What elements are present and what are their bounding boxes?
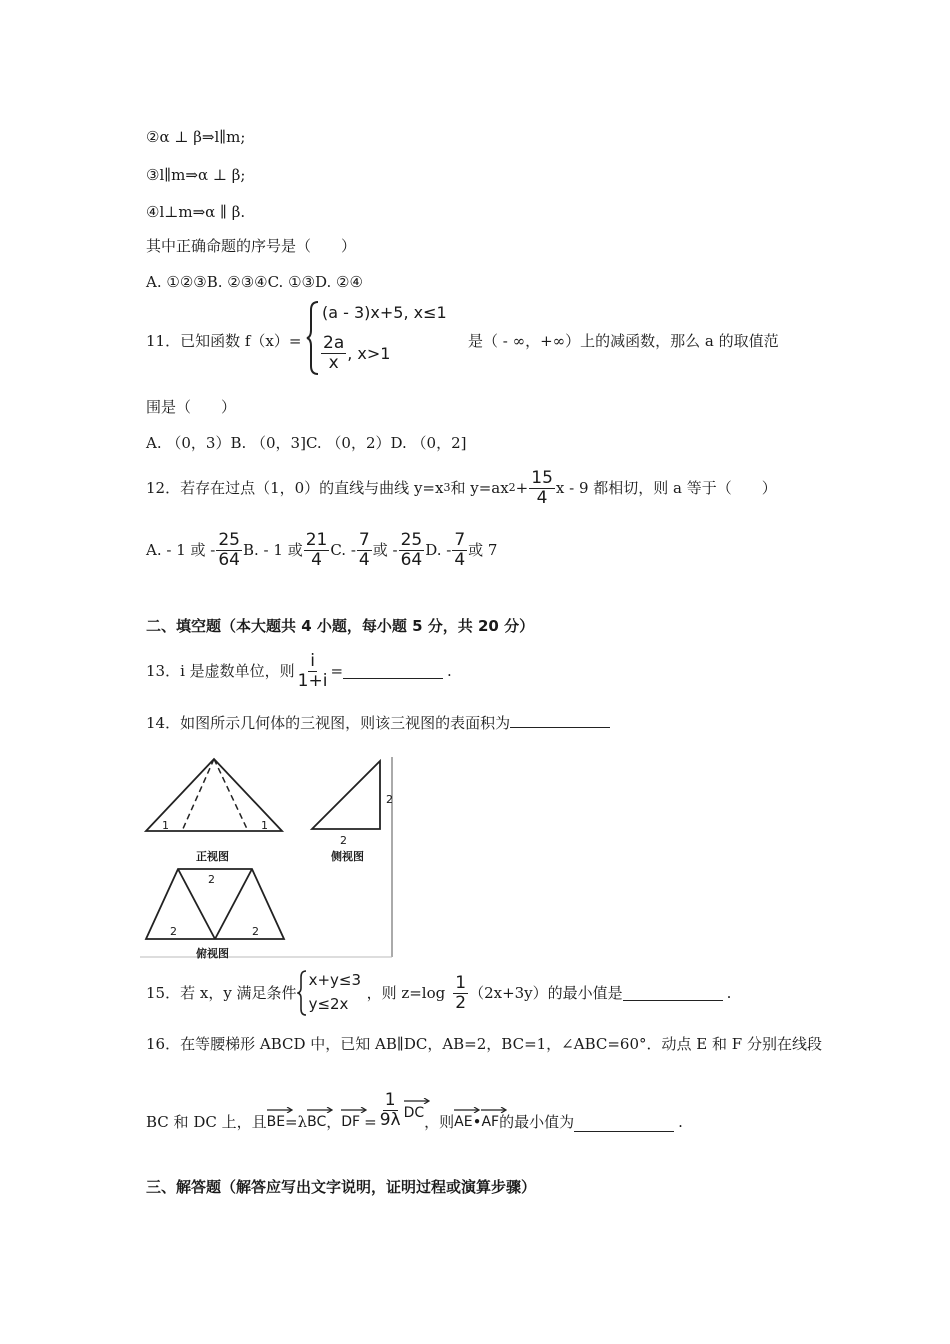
q13-num: i [310, 650, 315, 671]
q12-option-a: A. - 1 或 - [146, 541, 216, 559]
q15-constraints [297, 969, 367, 1017]
q12-option-b: B. - 1 或 [243, 541, 303, 559]
q14-stem [146, 713, 610, 733]
q12-d-num: 7 [454, 529, 466, 550]
q13 [146, 650, 452, 692]
side-right-label: 2 [386, 793, 393, 806]
q13-den: 1+i [297, 670, 328, 691]
q16-line-2 [146, 1088, 683, 1132]
q10-question: 其中正确命题的序号是（ ） [146, 237, 357, 255]
q15-constraint-1: x+y≤3 [308, 971, 361, 989]
q16-eq1: =λ [285, 1113, 308, 1131]
q12-options [146, 528, 497, 572]
q16-line-1: 16．在等腰梯形 ABCD 中，已知 AB∥DC，AB=2，BC=1，∠ABC=60°．动点 E 和 F 分别在线段 [146, 1035, 822, 1053]
q16-dot: • [472, 1113, 482, 1131]
q12-option-d: D. - [425, 541, 452, 559]
q13-answer-blank[interactable] [343, 664, 443, 679]
q12-suffix: x - 9 都相切，则 a 等于（ ） [555, 479, 777, 497]
vector-be: BE [267, 1107, 285, 1132]
q12-c2-den: 64 [400, 549, 423, 570]
q11-prefix: 11．已知函数 f（x）= [146, 332, 302, 350]
q12-exp2: 2 [508, 481, 516, 494]
q13-prefix: 13．i 是虚数单位，则 [146, 662, 295, 680]
q12-or-2: 或 7 [468, 541, 498, 559]
front-left-label: 1 [162, 819, 169, 832]
q16-answer-blank[interactable] [574, 1117, 674, 1132]
vector-df: DF [341, 1107, 360, 1132]
q16-comma: ， [326, 1113, 342, 1131]
q10-item-3: ③l∥m⇒α ⊥ β; [146, 166, 246, 184]
q13-eq: = [330, 662, 344, 680]
q15-answer-blank[interactable] [623, 986, 723, 1001]
top-right-label: 2 [252, 925, 259, 938]
q11-piece2-num: 2a [323, 333, 345, 353]
q16-num: 1 [384, 1089, 396, 1110]
vector-dc: DC [404, 1098, 425, 1123]
side-bottom-label: 2 [340, 834, 347, 847]
vector-ae: AE [454, 1107, 472, 1132]
side-view-shape [312, 761, 380, 829]
q14-text: 14．如图所示几何体的三视图，则该三视图的表面积为 [146, 714, 511, 732]
q11-piece-1: (a - 3)x+5, x≤1 [322, 303, 447, 322]
brace-icon [297, 969, 307, 1017]
q11-piece2-den: x [328, 353, 339, 373]
top-view-label: 俯视图 [196, 947, 229, 960]
q11-suffix: 是（ - ∞，+∞）上的减函数，那么 a 的取值范 [468, 332, 779, 350]
q12-frac-num: 15 [531, 467, 553, 488]
q15-end: . [726, 984, 732, 1002]
q10-item-2: ②α ⊥ β⇒l∥m; [146, 128, 246, 146]
q11-piece-2 [320, 334, 390, 373]
q12-frac-den: 4 [536, 487, 548, 508]
q12-c1-num: 7 [358, 529, 370, 550]
q12-exp3: 3 [443, 481, 451, 494]
top-left-label: 2 [170, 925, 177, 938]
q10-options: A. ①②③B. ②③④C. ①③D. ②④ [146, 273, 363, 291]
q12-c2-num: 25 [400, 529, 423, 550]
q11-continuation: 围是（ ） [146, 398, 237, 416]
q15 [146, 968, 731, 1018]
q16-suffix: 的最小值为 [499, 1113, 575, 1131]
q15-num: 1 [455, 972, 467, 993]
q12-prefix: 12．若存在过点（1，0）的直线与曲线 y=x [146, 479, 444, 497]
q11-options: A. （0，3）B. （0，3]C. （0，2）D. （0，2] [146, 434, 467, 452]
q14-answer-blank[interactable] [510, 713, 610, 728]
q11-piece2-cond: , x>1 [347, 344, 391, 363]
q15-den: 2 [455, 992, 467, 1013]
front-right-label: 1 [261, 819, 268, 832]
q16-den: 9λ [379, 1109, 401, 1130]
q12-or-1: 或 - [372, 541, 398, 559]
q12-a-num: 25 [218, 529, 240, 550]
three-view-figure [140, 757, 396, 959]
q12-b-num: 21 [305, 529, 328, 550]
q16-eq2: = [364, 1113, 377, 1131]
q12-stem [146, 468, 777, 508]
vector-bc: BC [307, 1107, 326, 1132]
q12-c1-den: 4 [358, 549, 370, 570]
q12-mid: 和 y=ax [450, 479, 509, 497]
q12-b-den: 4 [311, 549, 322, 570]
q11-piecewise [306, 300, 466, 376]
q16-then: ，则 [424, 1113, 455, 1131]
q15-mid: ，则 z=log [366, 984, 446, 1002]
q16-prefix: BC 和 DC 上，且 [146, 1113, 267, 1131]
section-2-heading: 二、填空题（本大题共 4 小题，每小题 5 分，共 20 分） [146, 617, 535, 635]
q12-plus: + [515, 479, 529, 497]
q12-a-den: 64 [218, 549, 240, 570]
section-3-heading: 三、解答题（解答应写出文字说明，证明过程或演算步骤） [146, 1178, 537, 1196]
top-top-label: 2 [208, 873, 215, 886]
top-view-shape [146, 869, 284, 939]
q10-item-4: ④l⊥m⇒α ∥ β. [146, 203, 246, 221]
side-view-label: 侧视图 [331, 850, 364, 863]
front-view-label: 正视图 [196, 850, 229, 863]
q12-option-c: C. - [330, 541, 356, 559]
vector-af: AF [481, 1107, 499, 1132]
q16-end: . [678, 1113, 683, 1131]
q15-constraint-2: y≤2x [308, 995, 349, 1013]
q13-end: . [447, 662, 452, 680]
brace-icon [306, 300, 320, 376]
q15-prefix: 15．若 x，y 满足条件 [146, 984, 297, 1002]
q15-suffix: （2x+3y）的最小值是 [469, 984, 623, 1002]
q12-d-den: 4 [454, 549, 466, 570]
